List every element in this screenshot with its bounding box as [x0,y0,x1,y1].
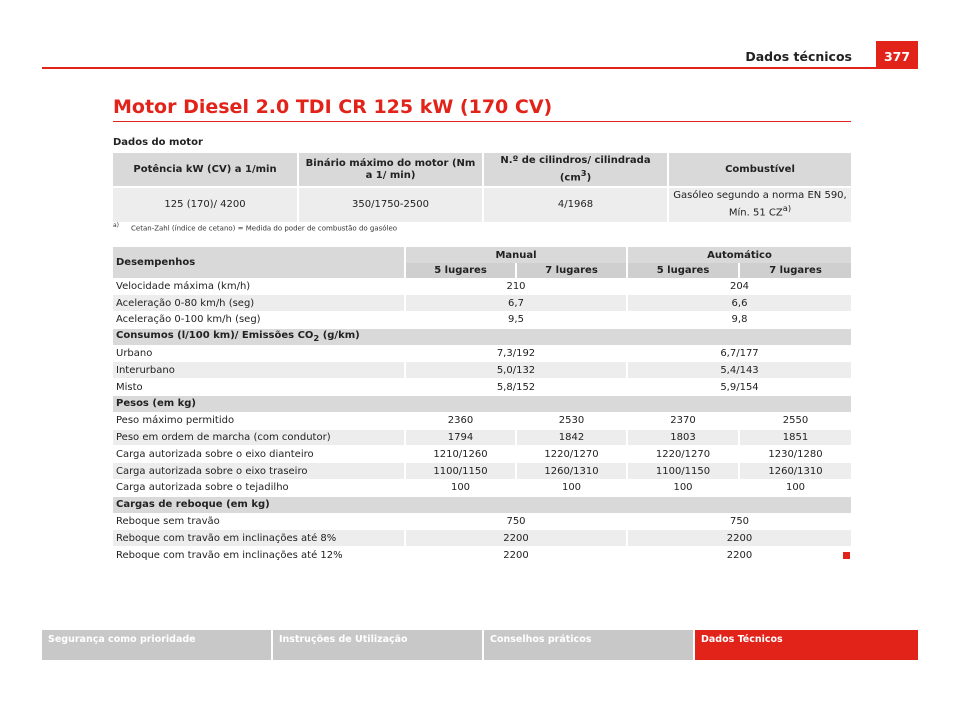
cell-value: 2550 [739,412,851,429]
row-label: Peso máximo permitido [113,412,405,429]
section-towing-label: Cargas de reboque (em kg) [113,496,851,513]
section-row-consumption [113,328,851,345]
engine-header-cylinders-text: N.º de cilindros/ cilindrada (cm [500,155,651,184]
engine-fuel-text: Gasóleo segundo a norma EN 590, Mín. 51 CZ [673,190,847,219]
cell-automatic: 5,4/143 [627,362,851,379]
sub-manual-7: 7 lugares [516,263,627,278]
table-row [113,513,851,530]
group-manual: Manual [405,247,627,263]
table-row [113,312,851,329]
cell-manual: 2200 [405,530,627,547]
performance-table [113,247,851,564]
engine-header-fuel: Combustível [668,153,851,187]
table-row [113,412,851,429]
row-label: Aceleração 0-100 km/h (seg) [113,312,405,329]
section-weights-label: Pesos (em kg) [113,396,851,413]
consumption-pre: Consumos (l/100 km)/ Emissões CO [116,330,314,342]
cell-value: 1842 [516,429,627,446]
cell-value: 100 [627,480,739,497]
engine-torque-value: 350/1750-2500 [298,187,483,221]
cell-value: 100 [516,480,627,497]
engine-data-label: Dados do motor [113,137,203,148]
footer-tab-safety[interactable]: Segurança como prioridade [42,630,273,660]
cell-value: 1100/1150 [627,463,739,480]
row-label: Reboque com travão em inclinações até 8% [113,530,405,547]
cell-value: 100 [739,480,851,497]
footer-tab-instructions[interactable]: Instruções de Utilização [273,630,484,660]
cell-value: 1851 [739,429,851,446]
cell-automatic: 6,6 [627,295,851,312]
sub-auto-7: 7 lugares [739,263,851,278]
engine-fuel-value [668,187,851,221]
cell-automatic: 750 [627,513,851,530]
cell-manual: 750 [405,513,627,530]
footer-nav [42,630,918,660]
table-row [113,295,851,312]
row-label: Aceleração 0-80 km/h (seg) [113,295,405,312]
cell-value: 2530 [516,412,627,429]
footer-tab-tips[interactable]: Conselhos práticos [484,630,695,660]
footnote-text: Cetan-Zahl (índice de cetano) = Medida do poder de combustão do gasóleo [131,224,398,233]
engine-header-cylinders [483,153,668,187]
consumption-post: (g/km) [319,330,360,342]
cell-manual: 6,7 [405,295,627,312]
cell-value: 1210/1260 [405,446,516,463]
cell-automatic: 204 [627,278,851,295]
row-label: Carga autorizada sobre o eixo dianteiro [113,446,405,463]
table-row [113,278,851,295]
engine-header-torque: Binário máximo do motor (Nm a 1/ min) [298,153,483,187]
cell-manual: 9,5 [405,312,627,329]
table-row [113,379,851,396]
title-rule [113,121,851,122]
row-label: Peso em ordem de marcha (com condutor) [113,429,405,446]
cell-value: 1220/1270 [627,446,739,463]
section-consumption-label [113,328,851,345]
cell-value: 2370 [627,412,739,429]
table-row [113,547,851,564]
end-of-section-marker [843,552,850,559]
cell-automatic: 6,7/177 [627,345,851,362]
section-title: Dados técnicos [745,49,852,64]
engine-cylinders-value: 4/1968 [483,187,668,221]
footnote-mark: a) [113,222,120,229]
engine-table [113,153,851,222]
cell-automatic: 2200 [627,547,851,564]
footnote-ref: a) [782,203,792,214]
engine-header-power: Potência kW (CV) a 1/min [113,153,298,187]
cc-close: ) [586,172,592,184]
cell-value: 1260/1310 [739,463,851,480]
footnote [113,222,397,232]
header-rule [42,67,918,69]
row-label: Velocidade máxima (km/h) [113,278,405,295]
cell-value: 1100/1150 [405,463,516,480]
cell-value: 2360 [405,412,516,429]
co2-subscript: 2 [313,333,320,344]
sub-auto-5: 5 lugares [627,263,739,278]
table-row [113,345,851,362]
cell-value: 1230/1280 [739,446,851,463]
cell-manual: 2200 [405,547,627,564]
footer-tab-technical-data[interactable]: Dados Técnicos [695,630,918,660]
cell-manual: 5,8/152 [405,379,627,396]
table-row [113,429,851,446]
table-row [113,463,851,480]
cell-manual: 7,3/192 [405,345,627,362]
cell-manual: 210 [405,278,627,295]
page-number: 377 [876,41,918,68]
table-row [113,362,851,379]
row-label: Reboque com travão em inclinações até 12% [113,547,405,564]
cc-superscript: 3 [580,168,587,178]
performance-header: Desempenhos [113,247,405,278]
cell-manual: 5,0/132 [405,362,627,379]
row-label: Carga autorizada sobre o eixo traseiro [113,463,405,480]
group-automatic: Automático [627,247,851,263]
cell-value: 1794 [405,429,516,446]
table-row [113,480,851,497]
row-label: Urbano [113,345,405,362]
engine-power-value: 125 (170)/ 4200 [113,187,298,221]
cell-value: 1260/1310 [516,463,627,480]
row-label: Reboque sem travão [113,513,405,530]
table-row [113,530,851,547]
row-label: Misto [113,379,405,396]
cell-value: 1803 [627,429,739,446]
section-row-weights [113,396,851,413]
cell-value: 100 [405,480,516,497]
row-label: Interurbano [113,362,405,379]
cell-automatic: 2200 [627,530,851,547]
table-row [113,446,851,463]
row-label: Carga autorizada sobre o tejadilho [113,480,405,497]
cell-automatic: 5,9/154 [627,379,851,396]
cell-value: 1220/1270 [516,446,627,463]
page-title: Motor Diesel 2.0 TDI CR 125 kW (170 CV) [113,96,553,118]
section-row-towing [113,496,851,513]
sub-manual-5: 5 lugares [405,263,516,278]
cell-automatic: 9,8 [627,312,851,329]
